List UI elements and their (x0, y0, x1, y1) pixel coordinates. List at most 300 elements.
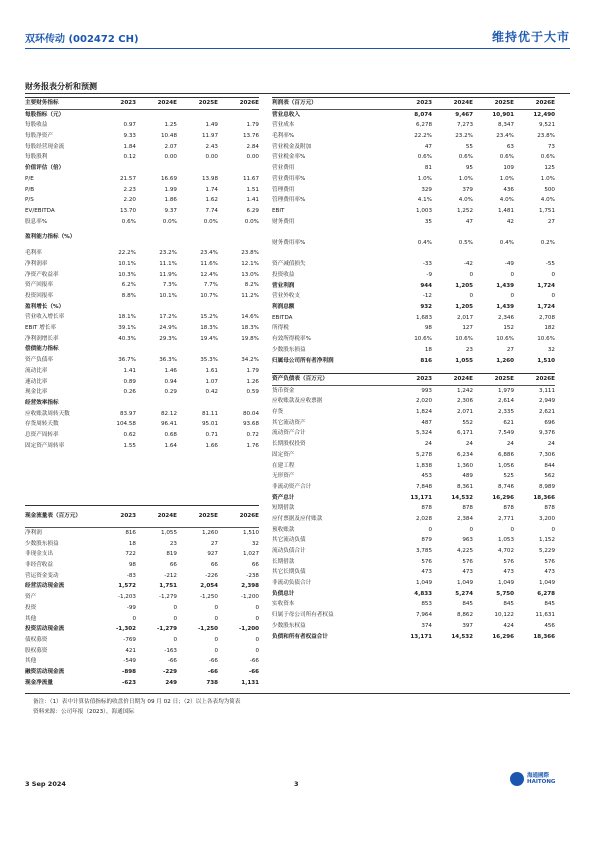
cell-value: 2.07 (164, 143, 177, 150)
table-header-label: 利润表（百万元） (272, 100, 317, 106)
section-row (25, 344, 259, 355)
cell-value: 1.62 (205, 197, 218, 204)
cell-value: 1,056 (497, 462, 514, 469)
cell-value: -66 (249, 658, 259, 665)
balance-sheet-table (272, 373, 555, 642)
cell-value: 34.2% (241, 357, 259, 364)
table-row (272, 386, 555, 397)
cell-value: 379 (462, 186, 473, 193)
cell-value: 1,003 (415, 207, 432, 214)
cell-value: 16.69 (160, 175, 177, 182)
table-row (272, 356, 555, 367)
cell-value: 1.0% (540, 175, 555, 182)
table-row (25, 291, 259, 302)
cell-value: 2,071 (456, 409, 473, 416)
cell-value: 35 (424, 218, 432, 225)
cell-value: 0 (510, 293, 514, 300)
year-header: 2024E (157, 100, 177, 106)
table-row (272, 589, 555, 600)
cell-value: 18 (424, 346, 432, 353)
table-row (25, 174, 259, 185)
cell-value: 453 (421, 473, 432, 480)
cell-value: 95 (465, 165, 473, 172)
table-row (272, 195, 555, 206)
cell-value: 42 (506, 218, 514, 225)
year-header: 2024E (453, 376, 473, 382)
cell-value: 1,439 (496, 304, 514, 311)
cell-value: 7.7% (203, 282, 218, 289)
table-row (272, 206, 555, 217)
row-label: 流动资产合计 (272, 430, 306, 437)
cell-value: 2,028 (415, 515, 432, 522)
row-label: 少数股东损益 (272, 346, 306, 353)
cell-value: 3,111 (538, 387, 555, 394)
table-row (272, 493, 555, 504)
row-label: 每股经营现金流 (25, 143, 65, 150)
cell-value: 2.84 (246, 143, 259, 150)
table-row (25, 419, 259, 430)
row-label: 投资收益 (272, 272, 295, 278)
cell-value: 576 (462, 558, 473, 565)
row-label: 其它长期负债 (272, 569, 306, 576)
row-label: 固定资产 (272, 451, 295, 458)
cell-value: 6,278 (415, 122, 432, 129)
cell-value: 80.04 (242, 410, 259, 417)
footnote-source: 资料来源：公司年报（2023），海通国际 (33, 709, 134, 715)
cell-value: 0 (255, 636, 259, 643)
cell-value: 73 (547, 143, 555, 150)
table-row (25, 270, 259, 281)
cell-value: 0.12 (123, 154, 136, 161)
cell-value: 696 (544, 419, 555, 426)
table-row (25, 635, 259, 646)
table-row (272, 461, 555, 472)
cell-value: 27 (210, 540, 218, 547)
cell-value: 487 (421, 419, 432, 426)
rating-label: 维持优于大市 (491, 30, 570, 44)
cell-value: 1.79 (246, 367, 259, 374)
table-header-row (25, 505, 259, 528)
table-row (272, 163, 555, 174)
row-label: 股权募资 (25, 647, 48, 654)
year-header: 2023 (120, 100, 136, 106)
table-row (25, 549, 259, 560)
table-row (25, 592, 259, 603)
table-row (272, 291, 555, 302)
table-row (272, 323, 555, 334)
row-label: 少数股东权益 (272, 622, 306, 629)
cell-value: 500 (544, 186, 555, 193)
row-label: 价值评估（倍） (25, 165, 65, 172)
cell-value: 4.0% (540, 197, 555, 204)
cell-value: -66 (248, 668, 259, 675)
cell-value: 1,724 (537, 282, 555, 289)
row-label: 其它流动资产 (272, 419, 306, 426)
cell-value: 1,439 (496, 282, 514, 289)
cell-value: 0.71 (205, 431, 218, 438)
year-header: 2026E (535, 100, 555, 106)
table-row (272, 174, 555, 185)
cell-value: 473 (421, 569, 432, 576)
table-row (272, 281, 555, 292)
cell-value: 6.2% (121, 282, 136, 289)
cell-value: -1,302 (115, 626, 136, 633)
cell-value: 1.49 (205, 122, 218, 129)
cell-value: 576 (421, 558, 432, 565)
cell-value: -1,250 (199, 594, 218, 601)
cell-value: 8,989 (538, 483, 555, 490)
year-header: 2026E (535, 376, 555, 382)
row-label: 无形资产 (272, 473, 295, 480)
row-label: 净利润 (25, 530, 42, 536)
cell-value: 98 (424, 325, 432, 332)
table-row (25, 120, 259, 131)
row-label: 存货 (272, 409, 284, 416)
row-label: 有效所得税率% (272, 336, 311, 343)
cell-value: 7.3% (162, 282, 177, 289)
cell-value: 2.43 (205, 143, 218, 150)
cell-value: 0.42 (205, 389, 218, 396)
table-row (272, 599, 555, 610)
cell-value: 878 (462, 505, 473, 512)
table-row (25, 624, 259, 635)
cell-value: 10.48 (160, 133, 177, 140)
cell-value: 0 (214, 604, 218, 611)
row-label: 管理费用率% (272, 197, 306, 204)
cell-value: 0 (551, 272, 555, 278)
cell-value: 8,347 (497, 122, 514, 129)
cell-value: -1,250 (197, 626, 218, 633)
cell-value: 1,252 (456, 207, 473, 214)
row-label: P/B (25, 186, 35, 193)
cell-value: 0 (214, 615, 218, 622)
table-row (272, 514, 555, 525)
cell-value: 24 (547, 441, 555, 448)
table-row (272, 302, 555, 313)
cell-value: 2,020 (415, 398, 432, 405)
table-row (25, 656, 259, 667)
cell-value: 13.70 (119, 207, 136, 214)
cell-value: 473 (462, 569, 473, 576)
row-label: 财务费用率% (272, 239, 306, 246)
table-row (25, 131, 259, 142)
cell-value: 436 (503, 186, 514, 193)
year-header: 2024E (453, 100, 473, 106)
row-label: 盈利增长（%） (25, 303, 65, 310)
cell-value: 397 (462, 622, 473, 629)
row-label: 营业税金及附加 (272, 143, 312, 150)
cell-value: 0 (510, 272, 514, 278)
cell-value: 0.6% (499, 154, 514, 161)
cell-value: 1.55 (123, 442, 136, 449)
cell-value: 127 (462, 325, 473, 332)
table-row (272, 567, 555, 578)
table-row (272, 238, 555, 249)
cell-value: 816 (125, 530, 136, 536)
cell-value: 4,702 (497, 548, 514, 554)
year-header: 2026E (239, 100, 259, 106)
row-label: 利润总额 (272, 304, 295, 311)
section-row (25, 302, 259, 313)
cell-value: 1,979 (497, 387, 514, 394)
cell-value: -898 (122, 668, 136, 675)
cell-value: 2,949 (538, 398, 555, 405)
row-label: 其他 (25, 658, 37, 665)
row-label: 非现金支出 (25, 551, 53, 558)
cell-value: 0.6% (121, 218, 136, 225)
row-label: 营业成本 (272, 122, 295, 129)
cell-value: 18.3% (241, 325, 259, 332)
cell-value: 9,376 (538, 430, 555, 437)
cell-value: 11.9% (159, 271, 177, 278)
cell-value: 374 (421, 622, 432, 629)
cell-value: 9,521 (538, 122, 555, 129)
row-label: 营业税金率% (272, 154, 306, 161)
row-label: 非流动资产合计 (272, 483, 312, 490)
cell-value: 1.41 (246, 197, 259, 204)
row-label: 长期借款 (272, 558, 295, 565)
cell-value: 249 (165, 679, 177, 686)
cell-value: 55 (465, 143, 473, 150)
cell-value: 5,324 (415, 430, 432, 437)
cell-value: 879 (421, 537, 432, 544)
table-row (272, 525, 555, 536)
header-divider (25, 48, 570, 49)
cell-value: 23.8% (537, 133, 555, 140)
cell-value: 1.79 (246, 122, 259, 129)
table-row (272, 334, 555, 345)
row-label: 负债和所有者权益合计 (272, 633, 328, 640)
table-header-label: 资产负债表（百万元） (272, 376, 328, 382)
cell-value: 18,366 (533, 494, 555, 501)
row-label: 经营效率指标 (25, 399, 59, 406)
cell-value: 10.7% (200, 293, 218, 299)
table-row (25, 206, 259, 217)
table-header-row (272, 373, 555, 386)
cell-value: 552 (462, 419, 473, 426)
cell-value: 0.5% (458, 239, 473, 246)
cell-value: 1,049 (538, 580, 555, 587)
row-label: 毛利率% (272, 133, 295, 140)
cell-value: 81.11 (201, 410, 218, 417)
cell-value: 1,751 (538, 207, 555, 214)
cell-value: 5,278 (415, 451, 432, 458)
cell-value: -49 (504, 261, 514, 268)
table-row (272, 110, 555, 121)
cell-value: 66 (251, 562, 259, 569)
row-label: 经营活动现金流 (25, 583, 65, 590)
row-label: 非经营收益 (25, 562, 53, 569)
cell-value: 5,750 (496, 590, 514, 597)
cell-value: 489 (462, 473, 473, 480)
cell-value: 844 (544, 462, 555, 469)
cell-value: 36.7% (118, 357, 136, 364)
cell-value: 22.2% (118, 250, 136, 257)
cell-value: -212 (164, 572, 177, 579)
row-label: 资产总计 (272, 494, 295, 501)
row-label: 净利润率 (25, 260, 48, 267)
title-divider (25, 93, 570, 94)
row-label: 投资回报率 (25, 293, 53, 299)
cell-value: 5,229 (538, 548, 555, 554)
cell-value: 13.0% (241, 271, 259, 278)
cell-value: 0 (551, 293, 555, 300)
cell-value: 878 (544, 505, 555, 512)
cell-value: 0 (510, 526, 514, 533)
cell-value: 2,708 (538, 314, 555, 321)
cell-value: 17.2% (159, 314, 177, 321)
cell-value: 36.3% (159, 357, 177, 364)
cell-value: 18,366 (533, 633, 555, 640)
table-row (272, 142, 555, 153)
year-header: 2023 (416, 100, 432, 106)
row-label: 少数股东损益 (25, 540, 59, 547)
cell-value: 0.2% (540, 239, 555, 246)
row-label: 营业收入增长率 (25, 314, 65, 321)
cell-value: 10.6% (496, 336, 514, 343)
cell-value: 10,901 (492, 111, 514, 118)
cell-value: 0.0% (244, 218, 259, 225)
row-label: 流动负债合计 (272, 548, 306, 554)
table-row (25, 217, 259, 228)
table-row (272, 482, 555, 493)
row-label: 预收账款 (272, 526, 295, 533)
year-header: 2025E (198, 513, 218, 520)
cell-value: -163 (164, 647, 177, 654)
cell-value: 1,242 (456, 387, 473, 394)
cell-value: 0 (214, 636, 218, 643)
logo-text-cn: 海通國際 (527, 772, 550, 779)
table-row (272, 632, 555, 643)
cell-value: 2,054 (200, 583, 218, 590)
table-row (272, 610, 555, 621)
page-number: 3 (294, 780, 299, 788)
cell-value: 1.26 (246, 378, 259, 385)
year-header: 2025E (494, 376, 514, 382)
cell-value: 1.0% (417, 175, 432, 182)
page-title: 财务报表分析和预测 (25, 82, 97, 91)
row-label: 财务费用 (272, 218, 295, 225)
cell-value: 0.4% (499, 239, 514, 246)
cell-value: 878 (421, 505, 432, 512)
cell-value: 95.01 (201, 421, 218, 428)
cell-value: -66 (208, 658, 218, 665)
year-header: 2024E (157, 513, 177, 520)
table-row (25, 248, 259, 259)
cell-value: 1,260 (496, 357, 514, 364)
cell-value: 0.68 (164, 431, 177, 438)
table-row (272, 418, 555, 429)
table-row (272, 217, 555, 228)
row-label: 其他 (25, 615, 37, 622)
table-row (25, 528, 259, 539)
cell-value: 0 (173, 604, 177, 611)
cell-value: 1,510 (537, 357, 555, 364)
table-row (272, 152, 555, 163)
table-header-label: 现金流量表（百万元） (25, 513, 81, 519)
row-label: 现金净流量 (25, 679, 53, 686)
cell-value: -42 (463, 261, 473, 268)
row-label: 营运资金变动 (25, 572, 59, 579)
cell-value: 1,205 (455, 304, 473, 311)
cell-value: 11.67 (242, 175, 259, 182)
cell-value: 23 (169, 540, 177, 547)
row-label: 流动比率 (25, 367, 48, 374)
cell-value: 125 (544, 165, 555, 172)
cell-value: 4.0% (499, 197, 514, 204)
row-label: 固定资产周转率 (25, 442, 65, 449)
table-row (272, 396, 555, 407)
cell-value: 32 (251, 540, 259, 547)
table-row (272, 535, 555, 546)
table-row (272, 407, 555, 418)
cell-value: 14.6% (241, 314, 259, 321)
cell-value: 1.25 (164, 122, 177, 129)
row-label: 总资产周转率 (25, 431, 59, 438)
section-row (25, 163, 259, 174)
row-label: EV/EBITDA (25, 207, 55, 214)
cell-value: 24 (424, 441, 432, 448)
row-label: 所得税 (272, 325, 289, 332)
cell-value: 66 (210, 562, 218, 569)
row-label: 负债总计 (272, 590, 295, 597)
row-label: 债权募资 (25, 636, 48, 643)
cell-value: 2.23 (123, 186, 136, 193)
year-header: 2025E (494, 100, 514, 106)
table-row (272, 557, 555, 568)
cell-value: 0.26 (123, 389, 136, 396)
cell-value: 12.4% (200, 271, 218, 278)
cell-value: 1.0% (499, 175, 514, 182)
cell-value: 7,848 (415, 483, 432, 490)
cell-value: 4.1% (417, 197, 432, 204)
cell-value: 1.51 (246, 186, 259, 193)
cell-value: 2,306 (456, 398, 473, 405)
row-label: 实收资本 (272, 601, 295, 608)
table-row (272, 270, 555, 281)
table-row (25, 323, 259, 334)
cell-value: 19.8% (241, 335, 259, 342)
cell-value: -1,200 (240, 594, 259, 601)
cell-value: 0.6% (458, 154, 473, 161)
cell-value: 1.46 (164, 367, 177, 374)
cell-value: 853 (421, 601, 432, 608)
cell-value: 23.4% (496, 133, 514, 140)
cell-value: 0 (469, 293, 473, 300)
cell-value: 0.00 (246, 154, 259, 161)
cell-value: 0 (428, 526, 432, 533)
cell-value: 0.00 (164, 154, 177, 161)
cell-value: 4.0% (458, 197, 473, 204)
cell-value: 10.6% (537, 336, 555, 343)
cell-value: 11.2% (241, 293, 259, 299)
cell-value: 1,027 (242, 551, 259, 558)
cell-value: -55 (545, 261, 555, 268)
cell-value: 2,771 (497, 515, 514, 522)
cell-value: 819 (166, 551, 177, 558)
cell-value: 1,824 (415, 409, 432, 416)
cell-value: 0 (255, 647, 259, 654)
cell-value: 14,532 (451, 633, 473, 640)
table-row (272, 345, 555, 356)
cell-value: 152 (503, 325, 514, 332)
cell-value: 11,631 (535, 612, 555, 619)
row-label: 速动比率 (25, 378, 48, 385)
cell-value: 1,360 (456, 462, 473, 469)
cell-value: 96.41 (160, 421, 177, 428)
table-row (25, 678, 259, 689)
cell-value: -238 (246, 572, 259, 579)
